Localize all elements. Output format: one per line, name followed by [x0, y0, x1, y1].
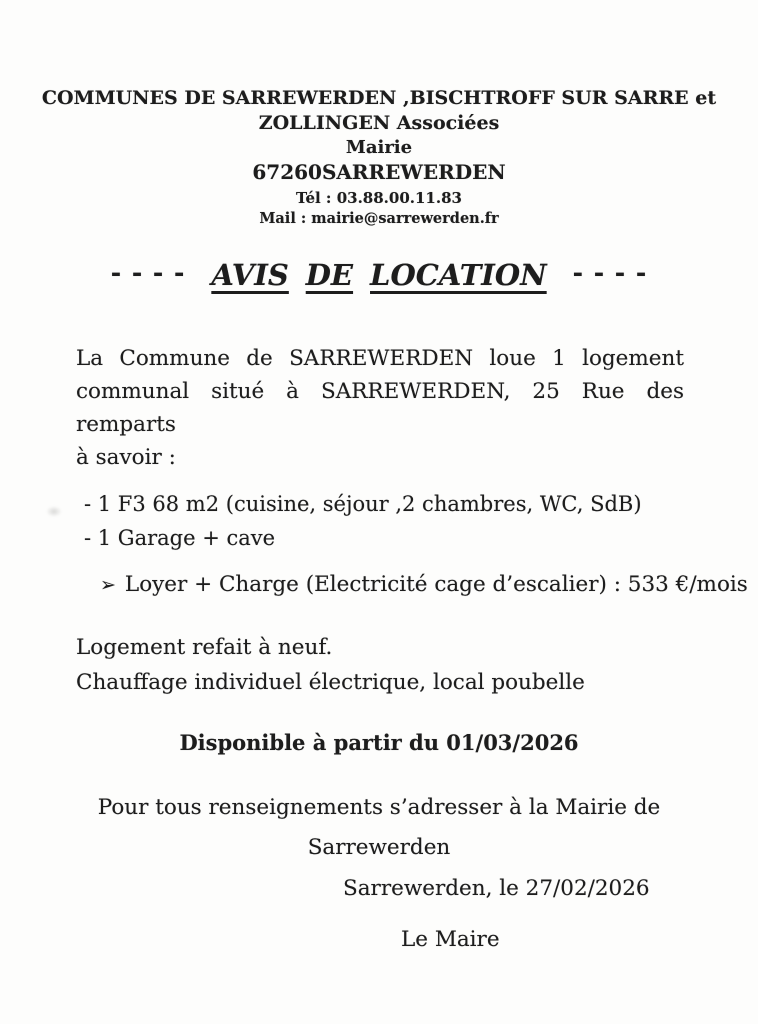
arrowhead-bullet-icon: ➢ [100, 574, 116, 596]
letterhead-communes-line1: COMMUNES DE SARREWERDEN ,BISCHTROFF SUR SARRE et [41, 87, 717, 109]
list-item: - 1 F3 68 m2 (cuisine, séjour ,2 chambres, WC, SdB) [84, 492, 642, 516]
contact-line: Sarrewerden [307, 835, 451, 860]
scan-smudge [46, 506, 62, 517]
title-right-dashes: - - - - [572, 257, 648, 287]
details-paragraph [76, 630, 682, 700]
title-word-location: LOCATION [370, 258, 547, 292]
intro-paragraph [76, 342, 684, 474]
list-item: - 1 Garage + cave [84, 526, 276, 550]
title-text [211, 258, 546, 292]
title-left-dashes: - - - - [110, 257, 186, 287]
rent-text: Loyer + Charge (Electricité cage d’escalier) : 533 €/mois [124, 572, 748, 597]
apartment-feature-list [84, 487, 682, 555]
letterhead-office: Mairie [345, 137, 413, 158]
detail-line: Logement refait à neuf. [76, 635, 333, 660]
availability-line: Disponible à partir du 01/03/2026 [179, 730, 579, 755]
letterhead-communes-line2: ZOLLINGEN Associées [258, 112, 500, 134]
dateline: Sarrewerden, le 27/02/2026 [343, 876, 650, 901]
intro-line: à savoir : [76, 445, 176, 470]
letterhead-email: Mail : mairie@sarrewerden.fr [259, 210, 499, 227]
signature-title: Le Maire [401, 927, 500, 952]
letterhead-address: 67260SARREWERDEN [252, 160, 506, 184]
letterhead [0, 0, 758, 228]
contact-paragraph [0, 788, 758, 868]
title-word-de: DE [305, 258, 354, 292]
letterhead-phone: Tél : 03.88.00.11.83 [296, 189, 462, 207]
title-word-avis: AVIS [211, 258, 289, 292]
rent-line [100, 572, 758, 597]
detail-line: Chauffage individuel électrique, local poubelle [76, 670, 585, 695]
document-title [0, 258, 758, 292]
contact-line: Pour tous renseignements s’adresser à la Mairie de [97, 795, 661, 820]
intro-line: La Commune de SARREWERDEN loue 1 logement [76, 346, 684, 371]
intro-line: communal situé à SARREWERDEN, 25 Rue des remparts [76, 379, 684, 437]
